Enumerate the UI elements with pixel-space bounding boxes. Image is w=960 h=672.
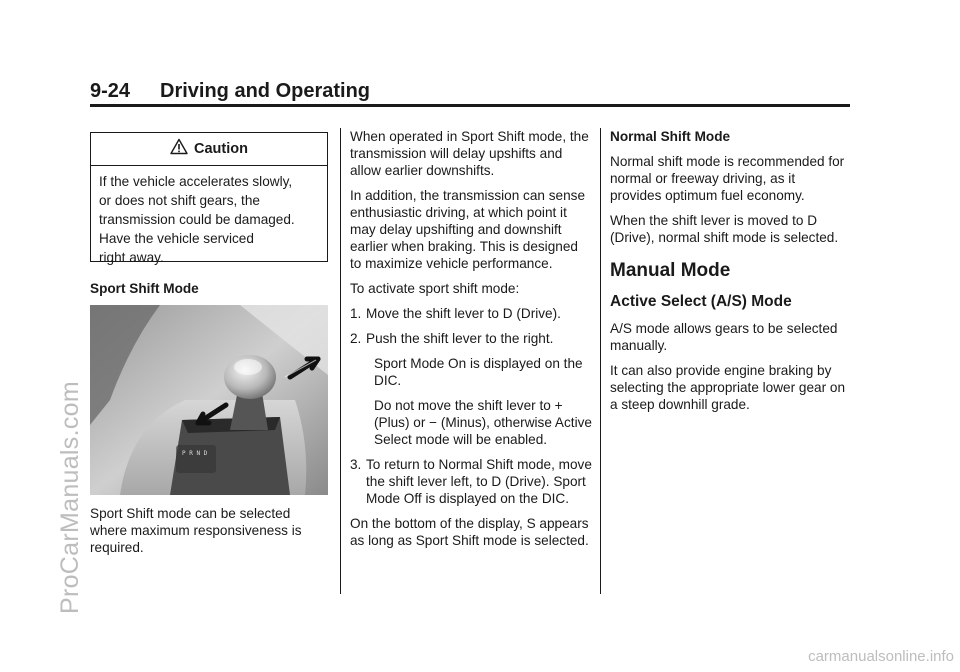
caution-line: or does not shift gears, the: [99, 193, 260, 208]
column-3: [610, 128, 850, 421]
paragraph: When operated in Sport Shift mode, the transmission will delay upshifts and allow earlier downshifts.: [350, 129, 589, 178]
paragraph: A/S mode allows gears to be selected manually.: [610, 321, 838, 353]
paragraph: It can also provide engine braking by selecting the appropriate lower gear on a steep downhill grade.: [610, 363, 846, 412]
normal-shift-heading: Normal Shift Mode: [610, 129, 731, 144]
page-number: 9-24: [90, 80, 131, 102]
list-text: To return to Normal Shift mode, move the shift lever left, to D (Drive). Sport Mode Off is displayed on the DIC.: [366, 457, 592, 506]
column-1: [90, 128, 330, 564]
list-item: [350, 305, 592, 322]
manual-mode-heading: Manual Mode: [610, 260, 731, 281]
list-number: 1.: [350, 306, 362, 321]
list-note: Do not move the shift lever to + (Plus) or − (Minus), otherwise Active Select mode will be enabled.: [374, 398, 592, 447]
svg-text:P R N D: P R N D: [182, 450, 208, 457]
column-divider-2: [600, 128, 601, 594]
caution-header: [91, 133, 327, 166]
side-watermark: ProCarManuals.com: [56, 381, 84, 614]
paragraph: To activate sport shift mode:: [350, 281, 520, 296]
list-text: Push the shift lever to the right.: [366, 331, 554, 346]
paragraph: When the shift lever is moved to D (Drive), normal shift mode is selected.: [610, 213, 839, 245]
list-note: Sport Mode On is displayed on the DIC.: [374, 356, 583, 388]
shift-lever-photo: [90, 305, 328, 495]
list-number: 3.: [350, 457, 362, 472]
caution-title: Caution: [194, 140, 248, 157]
list-text: Move the shift lever to D (Drive).: [366, 306, 561, 321]
header-rule: [90, 104, 850, 107]
paragraph: On the bottom of the display, S appears as long as Sport Shift mode is selected.: [350, 516, 589, 548]
warning-icon: [170, 138, 188, 160]
list-item: [350, 456, 592, 507]
column-divider-1: [340, 128, 341, 594]
page-header: [90, 80, 850, 106]
caution-text: [91, 166, 327, 273]
paragraph: In addition, the transmission can sense enthusiastic driving, at which point it may delay upshifting and downshift earlier when braking. This is designed to maximize vehicle performance.: [350, 188, 586, 271]
caution-box: [90, 132, 328, 265]
column-2: [350, 128, 592, 557]
caution-line: transmission could be damaged.: [99, 212, 295, 227]
section-title: Driving and Operating: [160, 80, 371, 102]
bottom-watermark: carmanualsonline.info: [808, 648, 954, 665]
list-item: [350, 330, 592, 347]
sport-shift-description: Sport Shift mode can be selected where maximum responsiveness is required.: [90, 506, 302, 555]
list-number: 2.: [350, 331, 362, 346]
active-select-heading: Active Select (A/S) Mode: [610, 293, 792, 310]
paragraph: Normal shift mode is recommended for normal or freeway driving, as it provides optimum fuel economy.: [610, 154, 845, 203]
sport-shift-heading: Sport Shift Mode: [90, 281, 199, 296]
caution-line: right away.: [99, 250, 164, 265]
caution-line: If the vehicle accelerates slowly,: [99, 174, 293, 189]
caution-line: Have the vehicle serviced: [99, 231, 254, 246]
